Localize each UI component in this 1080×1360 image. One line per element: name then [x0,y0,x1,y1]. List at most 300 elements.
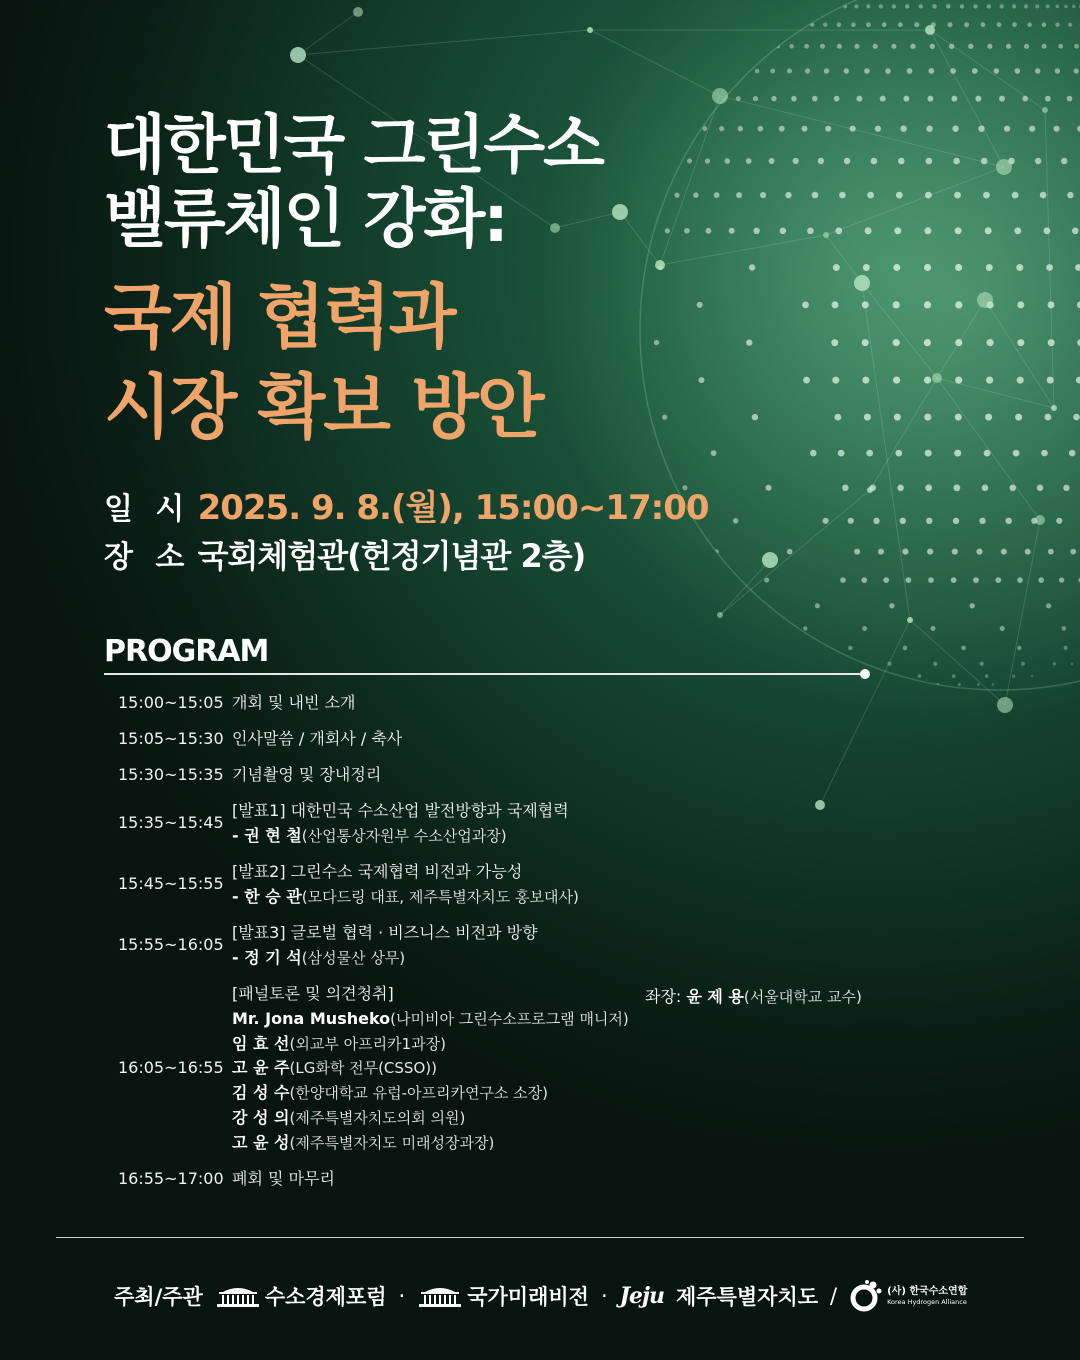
globe-dot [861,577,867,583]
globe-dot [844,158,850,164]
globe-dot [926,158,933,165]
globe-dot [832,301,839,308]
panelist-name: Mr. Jona Musheko [232,1009,391,1028]
network-line [298,30,590,55]
kha-name-korean: (사) 한국수소연합 [887,1285,968,1297]
org-hydrogen-economy-forum [215,1281,387,1311]
network-node [823,232,829,238]
globe-dot [918,674,922,678]
globe-dot [764,578,769,583]
network-node [932,373,942,383]
globe-dot [924,264,931,271]
panelist-affiliation: (LG화학 전무(CSSO)) [289,1059,437,1077]
globe-dot [693,192,698,197]
globe-dot [878,549,884,555]
globe-dot [900,126,906,132]
globe-dot [839,192,846,199]
globe-dot [906,577,912,583]
globe-dot [825,126,831,132]
globe-dot [926,518,932,524]
globe-dot [999,96,1005,102]
globe-dot [699,377,705,383]
globe-dot [854,549,860,555]
globe-dot [1024,4,1028,8]
network-node [1051,405,1057,411]
globe-dot [1027,22,1032,27]
globe-dot [895,450,902,457]
globe-dot [1041,450,1048,457]
globe-dot [1035,158,1041,164]
globe-dot [952,126,958,132]
globe-dot [753,96,758,101]
globe-dot [925,450,932,457]
globe-dot [879,4,883,8]
globe-dot [987,339,994,346]
globe-dot [928,68,934,74]
globe-dot [807,228,814,235]
globe-dot [896,192,903,199]
globe-dot [1040,192,1047,199]
globe-dot [1037,485,1044,492]
globe-dot [833,264,840,271]
globe-dot [866,22,871,27]
globe-dot [1046,4,1050,8]
globe-dot [898,158,905,165]
program-title: 개회 및 내빈 소개 [232,693,356,712]
program-time: 15:35~15:45 [118,813,224,832]
program-title: 기념촬영 및 장내정리 [232,765,382,784]
globe-dot [883,577,889,583]
globe-dot [880,96,886,102]
globe-dot [834,96,840,102]
org2-name: 국가미래비전 [467,1285,589,1309]
speaker-name: - 정 기 석 [232,948,302,967]
globe-dot [824,68,829,73]
globe-dot [654,340,659,345]
panelist-affiliation: (나미비아 그린수소프로그램 매니저) [390,1010,629,1028]
globe-dot [1074,44,1079,49]
globe-dot [1001,549,1007,555]
panelist-affiliation: (제주특별자치도의회 의원) [289,1109,466,1127]
globe-dot [889,603,894,608]
globe-dot [789,44,794,49]
globe-dot [898,22,903,27]
globe-dot [986,377,993,384]
globe-dot [1017,377,1024,384]
place-row [104,531,585,577]
program-time: 15:45~15:55 [118,874,224,893]
org1-name: 수소경제포럼 [264,1285,387,1309]
globe-dot [862,377,869,384]
globe-dot [1031,675,1034,678]
speaker-name: - 권 현 철 [232,826,302,845]
globe-dot [981,22,986,27]
globe-dot [986,264,993,271]
globe-dot [848,518,854,524]
globe-dot [1013,450,1020,457]
globe-dot [987,44,992,49]
globe-dot [711,450,717,456]
globe-dot [785,192,791,198]
globe-dot [770,69,775,74]
globe-dot [975,96,981,102]
globe-dot [736,192,742,198]
title-line-3: 국제 협력과 [104,276,455,358]
globe-dot [766,485,772,491]
globe-dot [910,44,915,49]
globe-dot [837,22,842,27]
network-node [854,275,870,291]
globe-dot [893,377,900,384]
globe-dot [823,518,829,524]
globe-dot [930,44,935,49]
globe-dot [780,228,787,235]
globe-dot [832,377,839,384]
globe-dot [1045,96,1051,102]
globe-dot [1004,126,1010,132]
globe-dot [980,662,984,666]
globe-dot [1035,4,1039,8]
globe-dot [900,518,906,524]
program-title: [발표2] 그린수소 국제협력 비전과 가능성 [232,862,523,881]
program-divider [104,673,866,675]
panelist [232,1080,548,1106]
globe-dot [866,450,873,457]
globe-dot [1046,603,1051,608]
panelist-affiliation: (한양대학교 유럽-아프리카연구소 소장) [289,1084,549,1102]
panelist-name: 임 효 선 [232,1034,290,1053]
globe-dot [865,227,872,234]
globe-dot [977,683,980,686]
globe-dot [812,192,819,199]
program-title: [발표3] 글로벌 협력 · 비즈니스 비전과 방향 [232,923,538,942]
panel-chair [645,984,862,1007]
globe-dot [802,302,809,309]
globe-dot [791,96,797,102]
globe-dot [729,228,735,234]
national-assembly-icon [417,1284,463,1308]
globe-dot [893,301,900,308]
globe-dot [955,227,962,234]
globe-dot [954,484,961,491]
globe-dot [973,4,977,8]
network-node [712,88,728,104]
speaker-affiliation: (삼성물산 상무) [301,949,406,967]
globe-dot [1059,577,1064,582]
globe-dot [684,228,690,234]
globe-dot [1053,662,1056,665]
network-node [550,223,560,233]
globe-dot [972,68,978,74]
place-value: 국회체험관(헌정기념관 2층) [197,537,586,575]
separator-dot: · [600,1284,608,1308]
footer-organizers [114,1278,967,1314]
date-row [104,480,709,529]
globe-dot [924,377,931,384]
network-node [997,697,1013,713]
network-node [925,25,935,35]
globe-dot [1055,5,1059,9]
panelist-name: 고 윤 성 [232,1133,290,1152]
globe-dot [1074,68,1079,73]
globe-dot [985,674,989,678]
globe-dot [925,484,932,491]
globe-dot [1006,518,1012,524]
globe-dot [995,577,1001,583]
globe-dot [894,227,901,234]
globe-dot [1058,44,1063,49]
org-korea-hydrogen-alliance [849,1279,967,1313]
globe-dot [1056,518,1062,524]
globe-dot [1054,126,1060,132]
globe-dot [725,158,731,164]
globe-dot [1067,96,1073,102]
globe-dot [804,44,809,49]
globe-dot [958,683,961,686]
org-jeju [620,1281,818,1311]
globe-dot [1068,23,1072,27]
globe-dot [758,126,764,132]
program-speaker-line [232,884,579,910]
globe-dot [752,414,758,420]
globe-dot [1042,22,1047,27]
globe-dot [793,158,799,164]
globe-dot [746,339,752,345]
globe-dot [854,4,858,8]
speaker-affiliation: (모다드링 대표, 제주특별자치도 홍보대사) [301,888,579,906]
network-node [762,552,778,568]
globe-dot [955,264,962,271]
network-node [907,617,913,623]
globe-dot [1073,414,1080,421]
globe-dot [970,603,975,608]
globe-dot [863,264,870,271]
globe-dot [779,126,785,132]
globe-dot [1064,5,1068,9]
globe-dot [787,549,793,555]
globe-dot [1015,68,1021,74]
panelist-affiliation: (제주특별자치도 미래성장과장) [289,1134,495,1152]
globe-dot [960,4,964,8]
globe-dot [862,626,867,631]
globe-dot [1017,577,1023,583]
globe-dot [1000,4,1004,8]
globe-dot [955,301,962,308]
panelist [232,1130,494,1156]
network-node [353,7,363,17]
chair-affiliation: (서울대학교 교수) [743,988,862,1006]
globe-dot [882,22,887,27]
globe-dot [769,158,775,164]
globe-dot [985,227,992,234]
program-time: 16:05~16:55 [118,1058,224,1077]
globe-dot [973,577,979,583]
org-national-future-vision [417,1281,589,1311]
globe-dot [866,4,870,8]
footer-divider [56,1237,1024,1238]
globe-dot [760,192,766,198]
globe-dot [892,4,896,8]
globe-dot [914,22,919,27]
globe-dot [1017,339,1024,346]
globe-dot [803,377,810,384]
globe-dot [851,22,856,27]
globe-dot [931,626,936,631]
panelist-name: 김 성 수 [232,1083,290,1102]
network-node [655,260,665,270]
globe-dot [893,339,900,346]
program-time: 15:05~15:30 [118,729,224,748]
globe-dot [953,518,959,524]
globe-dot [924,414,931,421]
globe-dot [1072,228,1079,235]
globe-dot [952,549,958,555]
globe-dot [856,96,862,102]
globe-dot [823,23,827,27]
globe-dot [1071,662,1074,665]
globe-dot [714,192,720,198]
speaker-affiliation: (산업통상자원부 수소산업과장) [301,827,507,845]
globe-dot [1024,44,1029,49]
panelist-name: 고 윤 주 [232,1058,290,1077]
globe-dot [1006,44,1011,49]
globe-dot [885,68,891,74]
globe-dot [951,577,957,583]
globe-dot [891,44,896,49]
globe-dot [665,228,670,233]
program-title: [발표1] 대한민국 수소산업 발전방향과 국제협력 [232,801,569,820]
globe-dot [1048,339,1055,346]
globe-dot [979,518,985,524]
globe-dot [919,4,923,8]
network-node [1042,107,1048,113]
globe-dot [1070,549,1076,555]
globe-dot [903,646,908,651]
globe-dot [738,126,743,131]
globe-dot [1042,44,1047,49]
globe-dot [897,485,904,492]
panelist [232,1105,465,1131]
globe-dot [820,44,825,49]
globe-dot [927,96,933,102]
globe-dot [955,414,962,421]
speaker-name: - 한 승 관 [232,887,302,906]
globe-dot [968,44,973,49]
globe-dot [812,96,818,102]
globe-dot [771,96,776,101]
chair-name: 윤 제 용 [686,987,744,1006]
globe-dot [1000,626,1005,631]
globe-dot [1014,227,1021,234]
title-line-1: 대한민국 그린수소 [104,109,603,183]
globe-dot [749,264,755,270]
globe-dot [924,301,931,308]
globe-dot [746,158,752,164]
globe-dot [1064,646,1068,650]
globe-dot [1072,5,1076,9]
title-line-2: 밸류체인 강화: [104,183,507,257]
globe-dot [902,549,908,555]
panelist [232,1031,446,1057]
panelist-name: 강 성 의 [232,1108,290,1127]
globe-dot [862,339,869,346]
globe-dot [982,485,989,492]
globe-dot [903,96,909,102]
globe-dot [907,68,913,74]
globe-dot [838,450,845,457]
panelist [232,1055,437,1081]
globe-dot [1044,227,1051,234]
globe-dot [1017,646,1021,650]
globe-dot [753,228,759,234]
globe-dot [1055,23,1059,27]
globe-dot [1012,22,1017,27]
globe-dot [702,126,707,131]
panelist-affiliation: (외교부 아프리카1과장) [289,1035,446,1053]
date-label: 일 시 [104,492,191,527]
title-line-4: 시장 확보 방안 [104,366,543,448]
kha-logo-icon [849,1279,883,1313]
network-node [977,292,993,308]
globe-dot [805,68,810,73]
globe-dot [1012,4,1016,8]
globe-dot [927,549,933,555]
panelist [232,1006,629,1032]
globe-dot [1048,549,1054,555]
globe-dot [1063,485,1069,491]
globe-dot [905,4,909,8]
globe-dot [1055,68,1060,73]
jeju-logo-icon: Jeju [619,1283,665,1309]
globe-dot [992,683,995,686]
globe-dot [837,44,842,49]
globe-dot [674,193,679,198]
globe-dot [873,44,878,49]
globe-dot [810,450,817,457]
globe-dot [932,4,937,9]
separator-dot: · [398,1284,406,1308]
globe-dot [719,126,724,131]
org3-name: 제주특별자치도 [676,1285,819,1309]
program-title: 폐회 및 마무리 [232,1169,335,1188]
network-node [717,612,723,618]
globe-dot [854,44,859,49]
chair-label: 좌장: [645,987,687,1006]
globe-dot [848,646,852,650]
globe-dot [875,126,881,132]
globe-dot [818,158,824,164]
globe-dot [933,662,937,666]
globe-dot [997,22,1002,27]
program-speaker-line [232,945,405,971]
globe-dot [831,339,838,346]
globe-dot [985,414,992,421]
separator-slash: / [830,1284,838,1308]
program-speaker-line [232,823,507,849]
globe-dot [1061,158,1067,164]
globe-dot [983,192,990,199]
globe-dot [1021,662,1025,666]
globe-dot [952,674,956,678]
globe-dot [873,518,879,524]
date-value: 2025. 9. 8.(월), 15:00~17:00 [197,488,709,528]
globe-dot [803,626,807,630]
kha-name-english: Korea Hydrogen Alliance [887,1297,967,1306]
program-title: [패널토론 및 의견청취] [232,984,394,1003]
globe-dot [755,69,760,74]
program-time: 16:55~17:00 [118,1169,224,1188]
globe-dot [733,518,738,523]
